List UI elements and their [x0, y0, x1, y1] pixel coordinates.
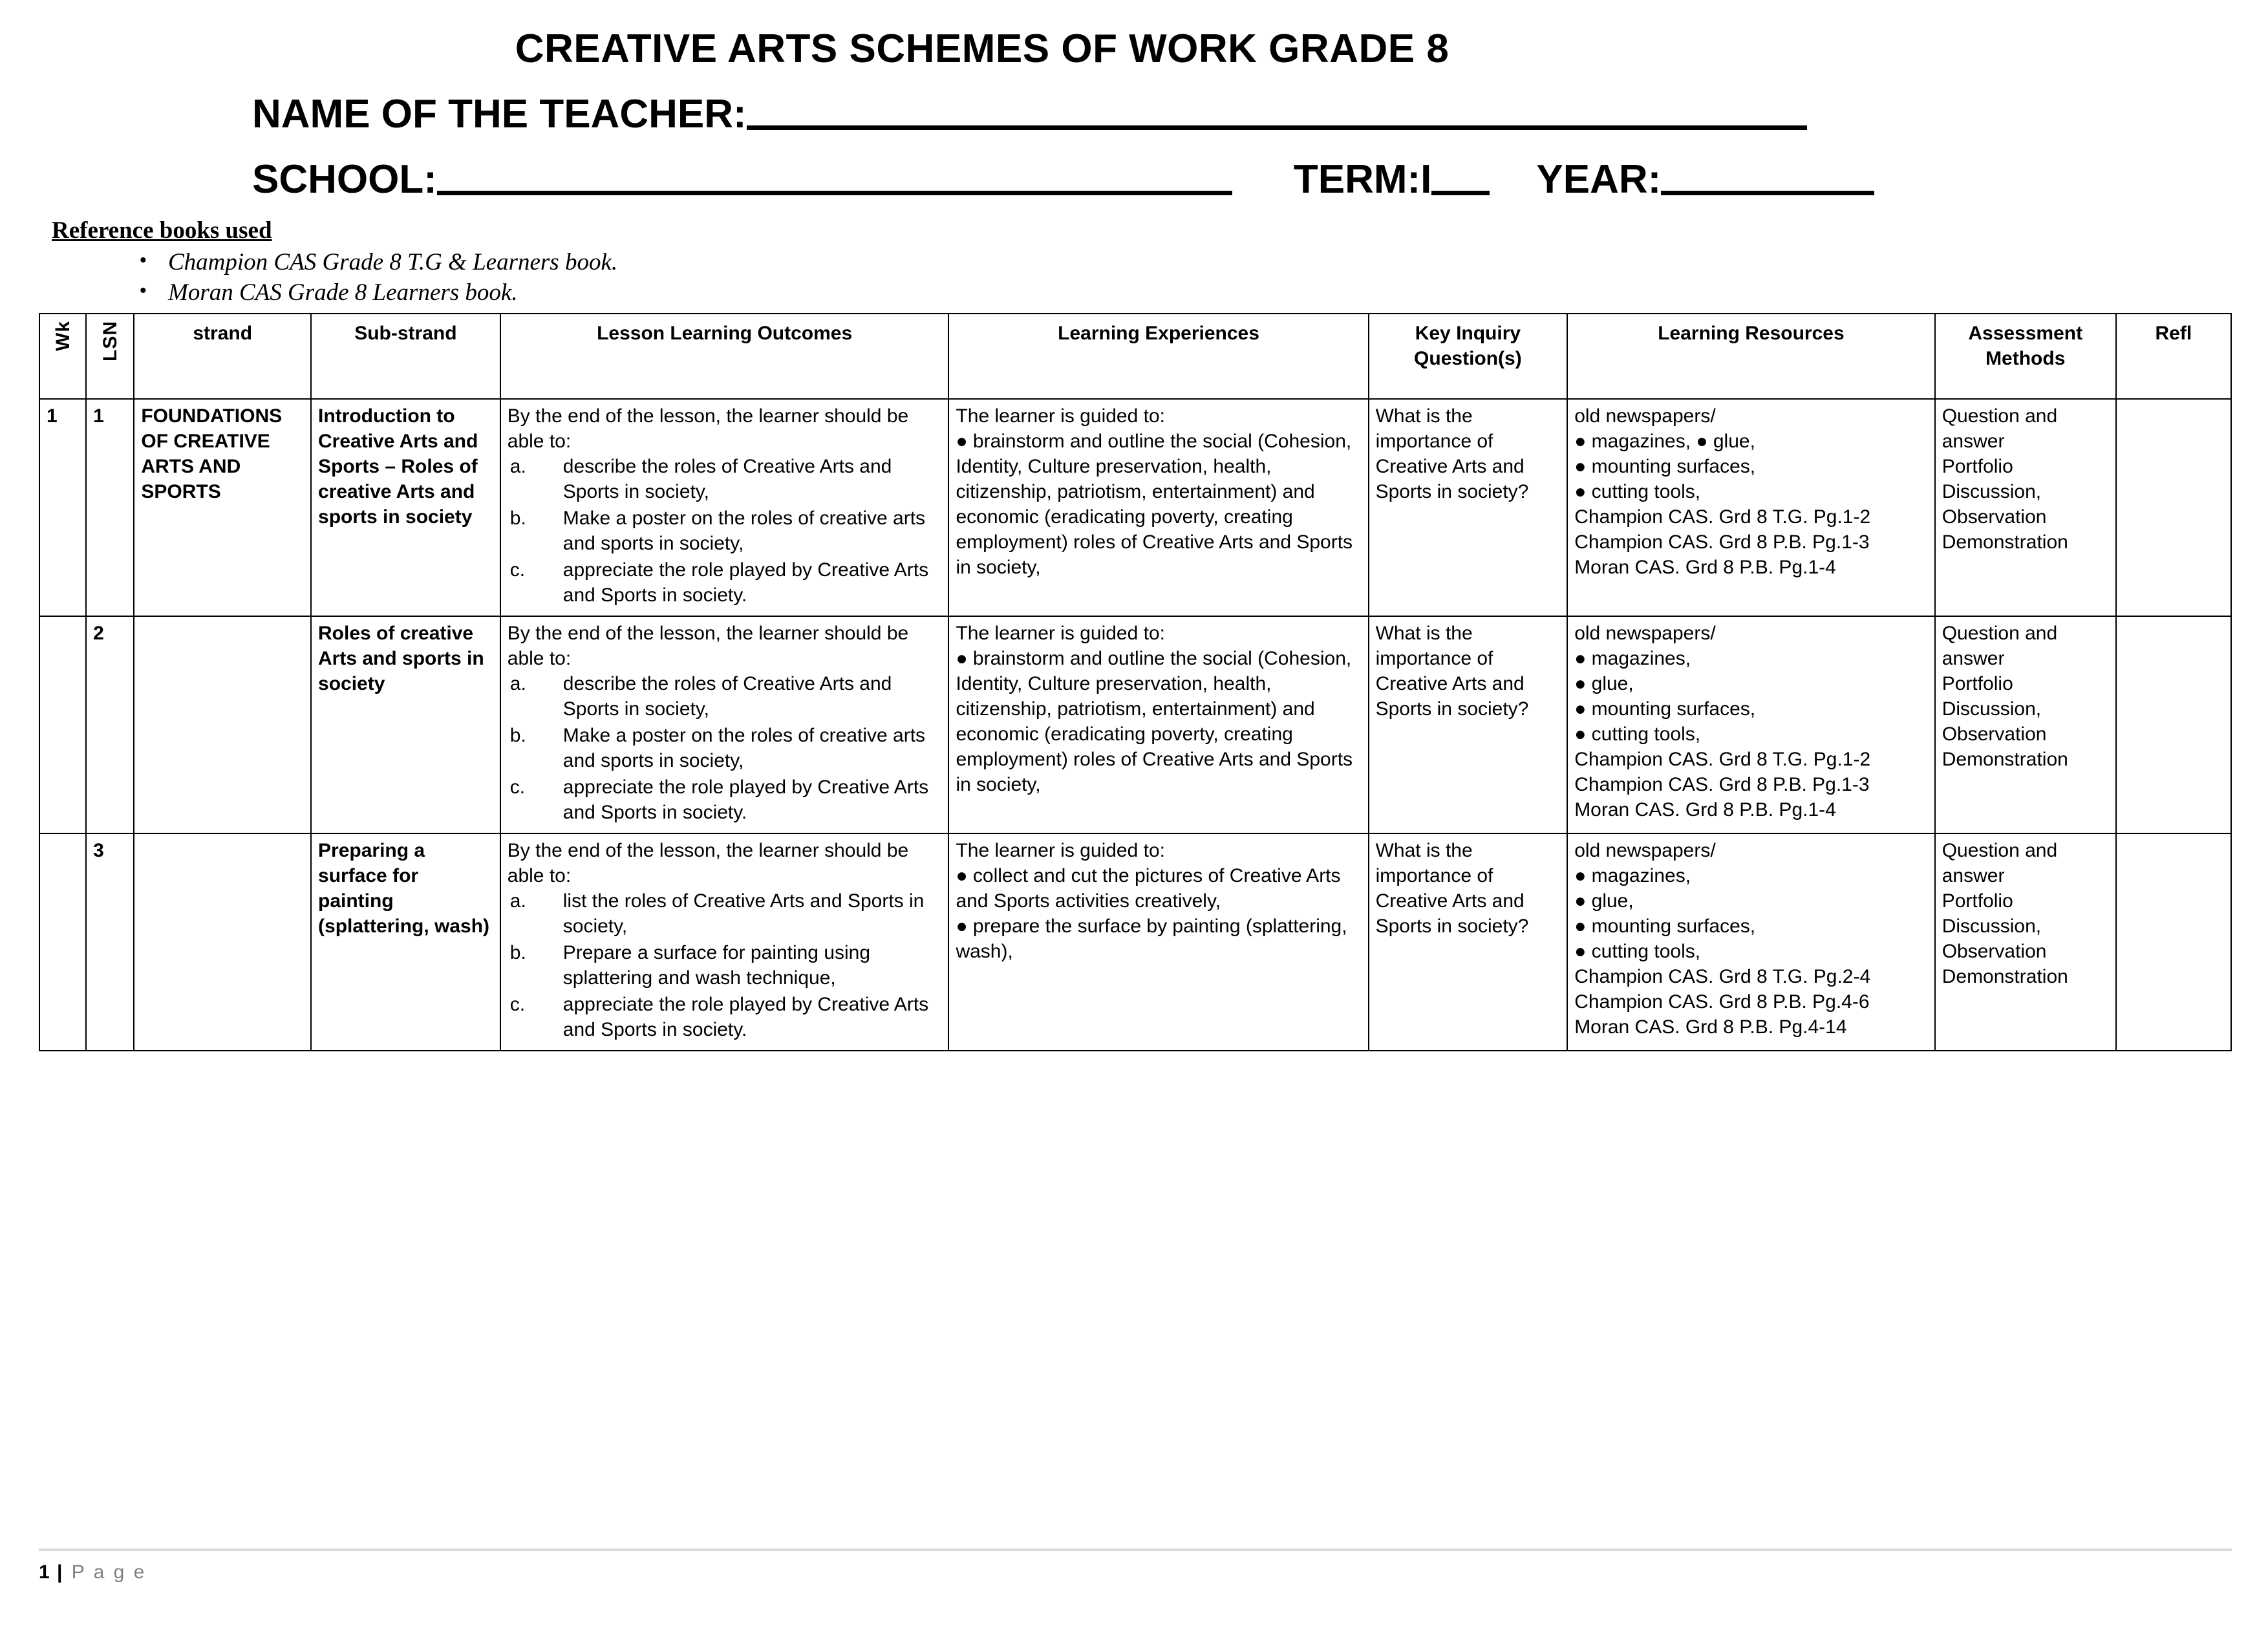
table-row — [39, 833, 2231, 1051]
teacher-blank-line[interactable] — [747, 92, 1807, 130]
list-text: appreciate the role played by Creative Arts and Sports in society. — [562, 559, 929, 606]
cell-reflection[interactable] — [2116, 399, 2231, 616]
column-header-lesson-learning-outcomes: Lesson Learning Outcomes — [500, 314, 949, 399]
assessment-line: Question and answer — [1942, 622, 2058, 669]
resource-line: Champion CAS. Grd 8 T.G. Pg.1-2 — [1574, 748, 1871, 770]
assessment-line: Demonstration — [1942, 965, 2068, 987]
cell-key-inquiry-question: What is the importance of Creative Arts and Sports in society? — [1369, 616, 1568, 833]
column-header-lsn — [86, 314, 134, 399]
outcomes-lead: By the end of the lesson, the learner should be able to: — [507, 405, 909, 452]
cell-assessment-methods — [1935, 616, 2116, 833]
cell-strand — [134, 616, 311, 833]
table-header-row — [39, 314, 2231, 399]
cell-lesson-number: 3 — [86, 833, 134, 1051]
school-label: SCHOOL: — [252, 156, 437, 202]
experiences-lead: The learner is guided to: — [956, 839, 1165, 861]
list-marker: c. — [509, 559, 526, 581]
cell-learning-resources — [1567, 833, 1935, 1051]
list-text: Make a poster on the roles of creative arts and sports in society, — [562, 724, 926, 771]
school-blank-line[interactable] — [437, 158, 1232, 195]
table-row — [39, 399, 2231, 616]
list-item — [508, 671, 942, 722]
year-blank-line[interactable] — [1661, 158, 1874, 195]
resource-line: ● cutting tools, — [1574, 480, 1701, 502]
cell-lesson-number: 2 — [86, 616, 134, 833]
column-header-strand: strand — [134, 314, 311, 399]
list-marker: b. — [509, 941, 526, 963]
cell-key-inquiry-question: What is the importance of Creative Arts and Sports in society? — [1369, 399, 1568, 616]
list-item — [508, 775, 942, 825]
cell-learning-resources — [1567, 399, 1935, 616]
list-marker: b. — [509, 507, 526, 529]
school-term-year-row — [39, 155, 2229, 202]
list-item — [508, 723, 942, 773]
list-text: appreciate the role played by Creative Arts and Sports in society. — [562, 993, 929, 1040]
term-label: TERM: — [1293, 156, 1421, 202]
page-footer — [39, 1549, 2232, 1583]
table-row — [39, 616, 2231, 833]
list-item — [508, 888, 942, 939]
cell-lesson-number: 1 — [86, 399, 134, 616]
assessment-line: Observation — [1942, 940, 2047, 962]
page-title: CREATIVE ARTS SCHEMES OF WORK GRADE 8 — [515, 27, 1450, 71]
list-text: describe the roles of Creative Arts and Sports in society, — [562, 672, 892, 720]
outcomes-list — [508, 671, 942, 825]
list-item: • Champion CAS Grade 8 T.G & Learners book. — [39, 248, 2229, 276]
resource-line: old newspapers/ — [1574, 622, 1716, 644]
cell-assessment-methods — [1935, 833, 2116, 1051]
assessment-line: Demonstration — [1942, 748, 2068, 770]
resource-line: Moran CAS. Grd 8 P.B. Pg.1-4 — [1574, 799, 1836, 820]
assessment-line: Observation — [1942, 506, 2047, 528]
list-marker: c. — [509, 776, 526, 798]
cell-lesson-learning-outcomes — [500, 399, 949, 616]
cell-strand: FOUNDATIONS OF CREATIVE ARTS AND SPORTS — [134, 399, 311, 616]
cell-learning-experiences — [948, 399, 1368, 616]
list-marker: b. — [509, 724, 526, 746]
teacher-field-row — [39, 90, 2229, 137]
assessment-line: Discussion, — [1942, 698, 2042, 720]
year-label: YEAR: — [1536, 156, 1662, 202]
resource-line: ● mounting surfaces, — [1574, 915, 1756, 937]
resource-line: ● mounting surfaces, — [1574, 455, 1756, 477]
cell-key-inquiry-question: What is the importance of Creative Arts and Sports in society? — [1369, 833, 1568, 1051]
cell-reflection[interactable] — [2116, 833, 2231, 1051]
cell-reflection[interactable] — [2116, 616, 2231, 833]
list-text: Prepare a surface for painting using splattering and wash technique, — [562, 941, 871, 989]
term-blank-line[interactable] — [1431, 158, 1490, 195]
cell-strand — [134, 833, 311, 1051]
resource-line: old newspapers/ — [1574, 839, 1716, 861]
resource-line: Champion CAS. Grd 8 T.G. Pg.1-2 — [1574, 506, 1871, 528]
cell-learning-experiences — [948, 616, 1368, 833]
resource-line: Champion CAS. Grd 8 P.B. Pg.1-3 — [1574, 773, 1870, 795]
term-value[interactable]: I — [1420, 156, 1432, 202]
list-item — [508, 454, 942, 504]
reference-books-heading: Reference books used — [52, 217, 272, 244]
cell-lesson-learning-outcomes — [500, 833, 949, 1051]
list-item — [508, 506, 942, 556]
resource-line: ● cutting tools, — [1574, 940, 1701, 962]
list-item: ● brainstorm and outline the social (Cohesion, Identity, Culture preservation, health, citizenship, patriotism, entertainment) and economic (eradicating poverty, creating employment) roles of Creative Arts and Sports in society, — [956, 430, 1353, 578]
resource-line: ● magazines, — [1574, 647, 1691, 669]
list-marker: a. — [509, 890, 526, 912]
resource-line: Champion CAS. Grd 8 P.B. Pg.1-3 — [1574, 531, 1870, 553]
list-text: appreciate the role played by Creative Arts and Sports in society. — [562, 776, 929, 823]
cell-week: 1 — [39, 399, 86, 616]
resource-line: ● glue, — [1574, 890, 1634, 912]
list-text: Make a poster on the roles of creative arts and sports in society, — [562, 507, 926, 554]
assessment-line: Question and answer — [1942, 839, 2058, 886]
teacher-label: NAME OF THE TEACHER: — [252, 91, 747, 136]
outcomes-lead: By the end of the lesson, the learner should be able to: — [507, 622, 909, 669]
cell-week — [39, 833, 86, 1051]
resource-line: ● glue, — [1574, 672, 1634, 694]
cell-assessment-methods — [1935, 399, 2116, 616]
assessment-line: Portfolio — [1942, 890, 2013, 912]
assessment-line: Demonstration — [1942, 531, 2068, 553]
column-header-key-inquiry-questions: Key Inquiry Question(s) — [1369, 314, 1568, 399]
resource-line: Moran CAS. Grd 8 P.B. Pg.4-14 — [1574, 1016, 1847, 1038]
column-header-learning-experiences: Learning Experiences — [948, 314, 1368, 399]
resource-line: Champion CAS. Grd 8 T.G. Pg.2-4 — [1574, 965, 1871, 987]
experiences-list — [956, 646, 1361, 797]
footer-page-number: 1 — [39, 1561, 50, 1583]
column-header-wk — [39, 314, 86, 399]
reference-books-list — [39, 248, 2229, 306]
list-item: • Moran CAS Grade 8 Learners book. — [39, 279, 2229, 306]
list-text: describe the roles of Creative Arts and Sports in society, — [562, 455, 892, 502]
outcomes-lead: By the end of the lesson, the learner should be able to: — [507, 839, 909, 886]
column-header-assessment-methods: Assessment Methods — [1935, 314, 2116, 399]
cell-sub-strand: Preparing a surface for painting (splattering, wash) — [311, 833, 500, 1051]
assessment-line: Portfolio — [1942, 455, 2013, 477]
footer-separator: | — [57, 1561, 65, 1583]
column-header-lsn-label: LSN — [99, 320, 121, 361]
schemes-of-work-table — [39, 313, 2232, 1051]
footer-page-word: P a g e — [71, 1561, 147, 1583]
list-item — [508, 992, 942, 1042]
column-header-sub-strand: Sub-strand — [311, 314, 500, 399]
list-item — [508, 940, 942, 991]
assessment-line: Portfolio — [1942, 672, 2013, 694]
list-item — [508, 557, 942, 608]
list-item: ● brainstorm and outline the social (Cohesion, Identity, Culture preservation, health, citizenship, patriotism, entertainment) and economic (eradicating poverty, creating employment) roles of Creative Arts and Sports in society, — [956, 647, 1353, 795]
cell-learning-resources — [1567, 616, 1935, 833]
outcomes-list — [508, 454, 942, 608]
outcomes-list — [508, 888, 942, 1042]
cell-learning-experiences — [948, 833, 1368, 1051]
resource-line: Moran CAS. Grd 8 P.B. Pg.1-4 — [1574, 556, 1836, 578]
cell-sub-strand: Roles of creative Arts and sports in society — [311, 616, 500, 833]
experiences-lead: The learner is guided to: — [956, 405, 1165, 427]
document-page — [0, 26, 2268, 1630]
resource-line: ● mounting surfaces, — [1574, 698, 1756, 720]
assessment-line: Question and answer — [1942, 405, 2058, 452]
resource-line: ● magazines, ● glue, — [1574, 430, 1755, 452]
column-header-learning-resources: Learning Resources — [1567, 314, 1935, 399]
resource-line: Champion CAS. Grd 8 P.B. Pg.4-6 — [1574, 991, 1870, 1013]
cell-week — [39, 616, 86, 833]
list-item: ● prepare the surface by painting (splattering, wash), — [956, 915, 1347, 962]
assessment-line: Discussion, — [1942, 480, 2042, 502]
list-marker: c. — [509, 993, 526, 1015]
resource-line: old newspapers/ — [1574, 405, 1716, 427]
cell-sub-strand: Introduction to Creative Arts and Sports – Roles of creative Arts and sports in society — [311, 399, 500, 616]
experiences-lead: The learner is guided to: — [956, 622, 1165, 644]
experiences-list — [956, 429, 1361, 580]
resource-line: ● cutting tools, — [1574, 723, 1701, 745]
column-header-reflection: Refl — [2116, 314, 2231, 399]
list-marker: a. — [509, 672, 526, 694]
list-marker: a. — [509, 455, 526, 477]
resource-line: ● magazines, — [1574, 864, 1691, 886]
experiences-list — [956, 863, 1361, 964]
list-item: ● collect and cut the pictures of Creative Arts and Sports activities creatively, — [956, 864, 1341, 912]
column-header-wk-label: Wk — [52, 320, 74, 351]
list-text: list the roles of Creative Arts and Sports in society, — [562, 890, 925, 937]
assessment-line: Discussion, — [1942, 915, 2042, 937]
cell-lesson-learning-outcomes — [500, 616, 949, 833]
assessment-line: Observation — [1942, 723, 2047, 745]
